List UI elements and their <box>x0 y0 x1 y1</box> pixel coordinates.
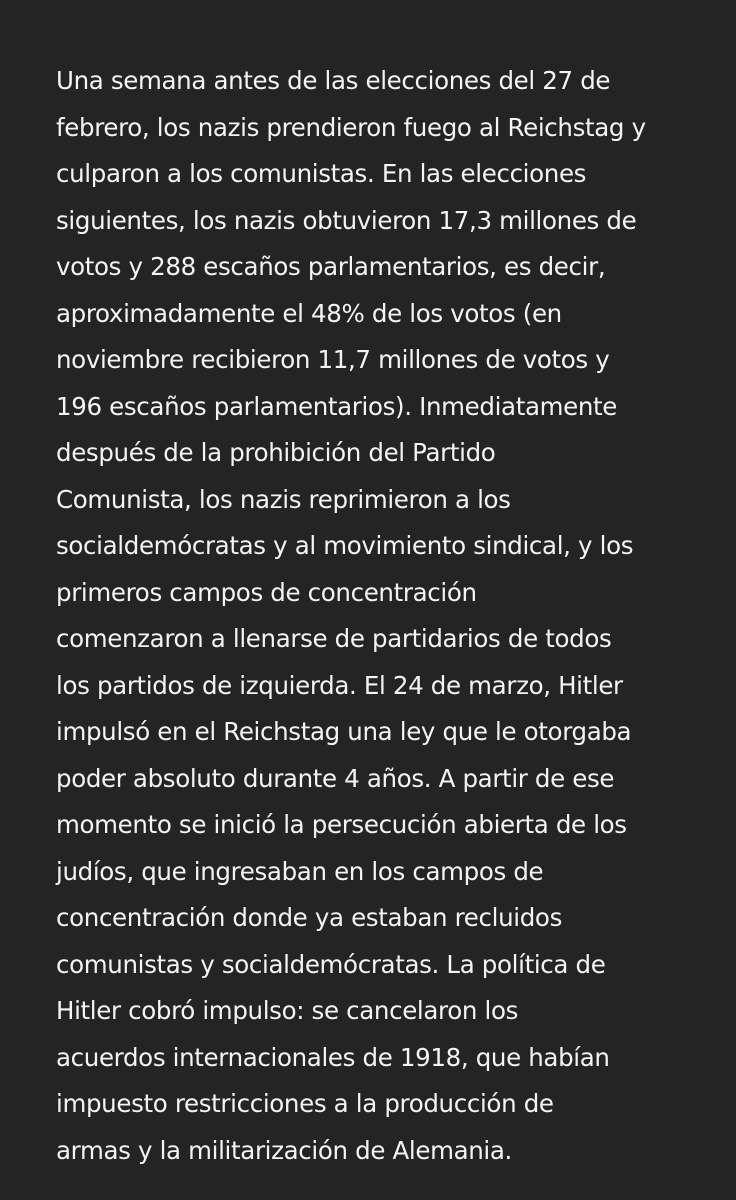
paragraph-line: armas y la militarización de Alemania. <box>56 1135 512 1165</box>
paragraph-line: siguientes, los nazis obtuvieron 17,3 millones de <box>56 205 637 235</box>
paragraph-line: momento se inició la persecución abierta de los <box>56 810 627 839</box>
paragraph-line: Hitler cobró impulso: se cancelaron los <box>56 996 519 1025</box>
paragraph-line: febrero, los nazis prendieron fuego al Reichstag y <box>56 112 646 142</box>
paragraph-line: impulsó en el Reichstag una ley que le otorgaba <box>56 717 632 746</box>
paragraph-line: Comunista, los nazis reprimieron a los <box>56 484 511 514</box>
paragraph-line: socialdemócratas y al movimiento sindical, y los <box>56 531 634 560</box>
paragraph-line: después de la prohibición del Partido <box>56 438 496 467</box>
paragraph-line: comenzaron a llenarse de partidarios de todos <box>56 624 612 653</box>
paragraph-line: aproximadamente el 48% de los votos (en <box>56 298 562 328</box>
paragraph-line: acuerdos internacionales de 1918, que habían <box>56 1042 610 1072</box>
paragraph-line: judíos, que ingresaban en los campos de <box>56 856 544 886</box>
paragraph-line: concentración donde ya estaban recluidos <box>56 903 562 932</box>
paragraph-line: culparon a los comunistas. En las elecciones <box>56 159 587 188</box>
paragraph-line: comunistas y socialdemócratas. La política de <box>56 949 606 979</box>
paragraph-line: primeros campos de concentración <box>56 577 477 607</box>
paragraph-line: poder absoluto durante 4 años. A partir de ese <box>56 763 615 793</box>
paragraph-line: noviembre recibieron 11,7 millones de votos y <box>56 345 610 374</box>
paragraph-line: los partidos de izquierda. El 24 de marzo, Hitler <box>56 670 623 700</box>
paragraph-line: Una semana antes de las elecciones del 27 de <box>56 66 611 95</box>
article-paragraph <box>56 58 716 1174</box>
paragraph-line: 196 escaños parlamentarios). Inmediatamente <box>56 391 618 421</box>
paragraph-line: votos y 288 escaños parlamentarios, es decir, <box>56 252 606 281</box>
paragraph-line: impuesto restricciones a la producción de <box>56 1089 554 1118</box>
